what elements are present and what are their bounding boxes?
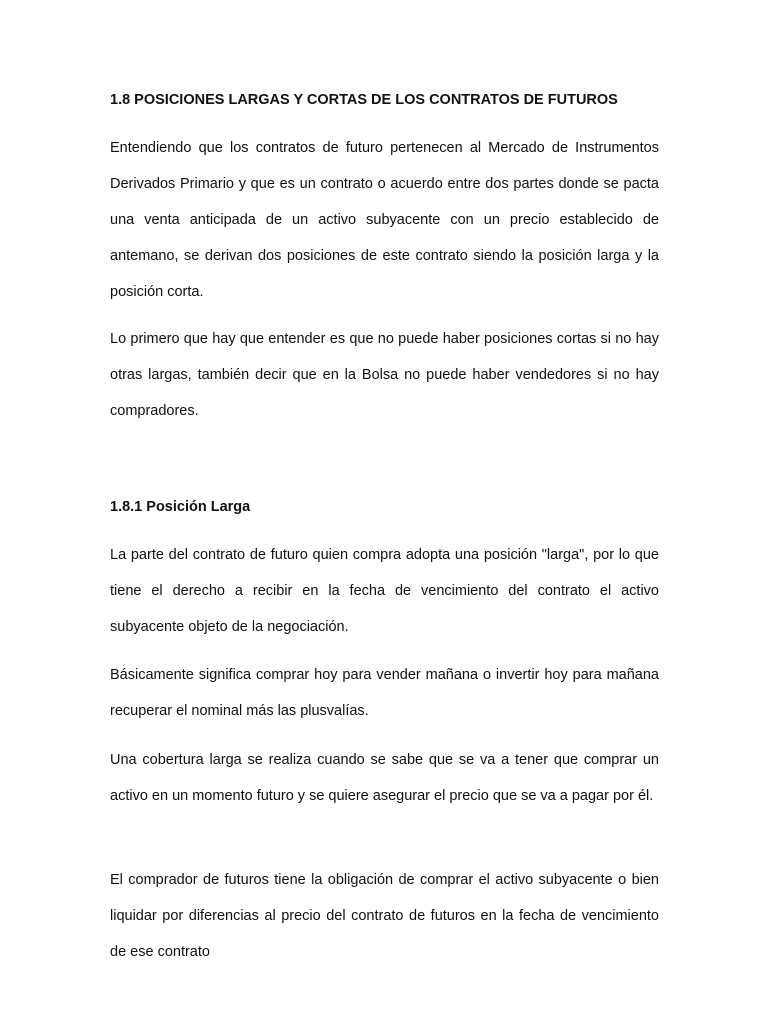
paragraph-long-hedge: Una cobertura larga se realiza cuando se sabe que se va a tener que comprar un activo en un momento futuro y se quiere asegurar el precio que se va a pagar por él. <box>110 752 659 804</box>
paragraph-intro: Entendiendo que los contratos de futuro pertenecen al Mercado de Instrumentos Derivados Primario y que es un contrato o acuerdo entre dos partes donde se pacta una venta anticipada de un activo subyacente con un precio establecido de antemano, se derivan dos posiciones de este contrato siendo la posición larga y la posición corta. <box>110 140 659 300</box>
paragraph-long-position: La parte del contrato de futuro quien compra adopta una posición "larga", por lo que tiene el derecho a recibir en la fecha de vencimiento del contrato el activo subyacente objeto de la negociación. <box>110 547 659 635</box>
subsection-heading: 1.8.1 Posición Larga <box>110 499 251 515</box>
paragraph-buyer-obligation: El comprador de futuros tiene la obligación de comprar el activo subyacente o bien liquidar por diferencias al precio del contrato de futuros en la fecha de vencimiento de ese contrato <box>110 872 659 960</box>
paragraph-basically: Básicamente significa comprar hoy para vender mañana o invertir hoy para mañana recuperar el nominal más las plusvalías. <box>110 667 659 719</box>
paragraph-short-long: Lo primero que hay que entender es que no puede haber posiciones cortas si no hay otras largas, también decir que en la Bolsa no puede haber vendedores si no hay compradores. <box>110 331 659 419</box>
section-heading: 1.8 POSICIONES LARGAS Y CORTAS DE LOS CONTRATOS DE FUTUROS <box>110 92 618 108</box>
